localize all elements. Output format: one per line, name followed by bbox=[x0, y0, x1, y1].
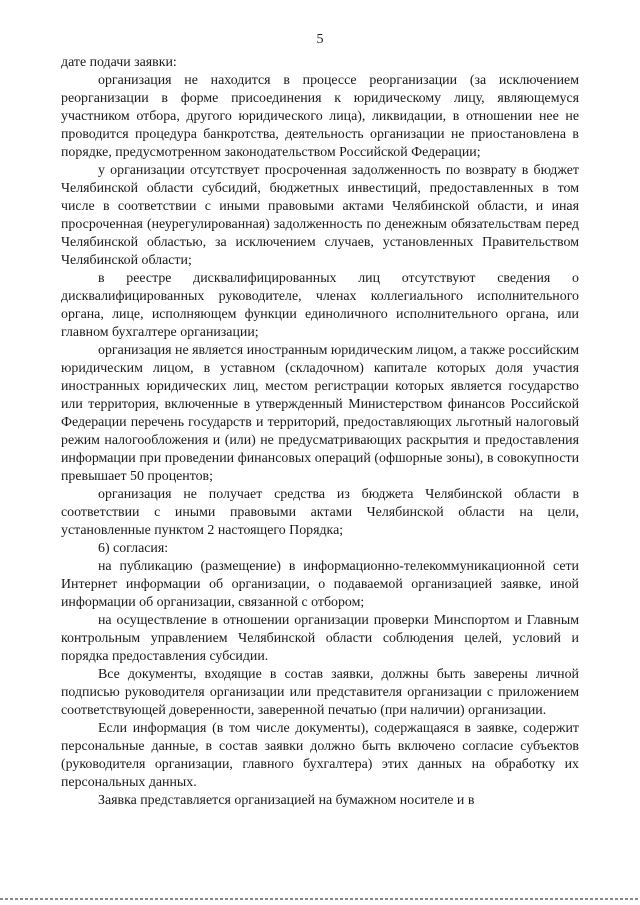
paragraph: организация не является иностранным юридическим лицом, а также российским юридическим лицом, в уставном (складочном) капитале которых доля участия иностранных юридических лиц, местом регистрации которых является государство или территория, включенные в утвержденный Министерством финансов Российской Федерации перечень государств и территорий, предоставляющих льготный налоговый режим налогообложения и (или) не предусматривающих раскрытия и предоставления информации при проведении финансовых операций (офшорные зоны), в совокупности превышает 50 процентов; bbox=[61, 343, 579, 484]
paragraph: организация не получает средства из бюджета Челябинской области в соответствии с иными правовыми актами Челябинской области на цели, установленные пунктом 2 настоящего Порядка; bbox=[61, 487, 579, 538]
paragraph: в реестре дисквалифицированных лиц отсутствуют сведения о дисквалифицированных руководителе, членах коллегиального исполнительного органа, лице, исполняющем функции единоличного исполнительного органа, или главном бухгалтере организации; bbox=[61, 271, 579, 340]
page-number: 5 bbox=[316, 32, 324, 47]
paragraph: на осуществление в отношении организации проверки Минспортом и Главным контрольным управлением Челябинской области соблюдения целей, условий и порядка предоставления субсидии. bbox=[61, 613, 579, 664]
scan-edge-divider bbox=[0, 898, 640, 900]
paragraph: организация не находится в процессе реорганизации (за исключением реорганизации в форме присоединения к юридическому лицу, являющемуся участником отбора, другого юридического лица), ликвидации, в отношении нее не проводится процедура банкротства, деятельность организации не приостановлена в порядке, предусмотренном законодательством Российской Федерации; bbox=[61, 73, 579, 160]
paragraph: 6) согласия: bbox=[98, 541, 169, 556]
paragraph: дате подачи заявки: bbox=[61, 55, 177, 70]
document-body bbox=[61, 54, 579, 810]
paragraph: на публикацию (размещение) в информационно-телекоммуникационной сети Интернет информации об организации, о подаваемой организацией заявке, иной информации об организации, связанной с отбором; bbox=[61, 559, 579, 610]
paragraph: Если информация (в том числе документы), содержащаяся в заявке, содержит персональные данные, в состав заявки должно быть включено согласие субъектов (руководителя организации, главного бухгалтера) этих данных на обработку их персональных данных. bbox=[61, 721, 579, 790]
paragraph: Все документы, входящие в состав заявки, должны быть заверены личной подписью руководителя организации или представителя организации с приложением соответствующей доверенности, заверенной печатью (при наличии) организации. bbox=[61, 667, 579, 718]
paragraph: Заявка представляется организацией на бумажном носителе и в bbox=[98, 793, 475, 808]
paragraph: у организации отсутствует просроченная задолженность по возврату в бюджет Челябинской области субсидий, бюджетных инвестиций, предоставленных в том числе в соответствии с иными правовыми актами Челябинской области, и иная просроченная (неурегулированная) задолженность по денежным обязательствам перед Челябинской областью, за исключением случаев, установленных Правительством Челябинской области; bbox=[61, 163, 579, 268]
